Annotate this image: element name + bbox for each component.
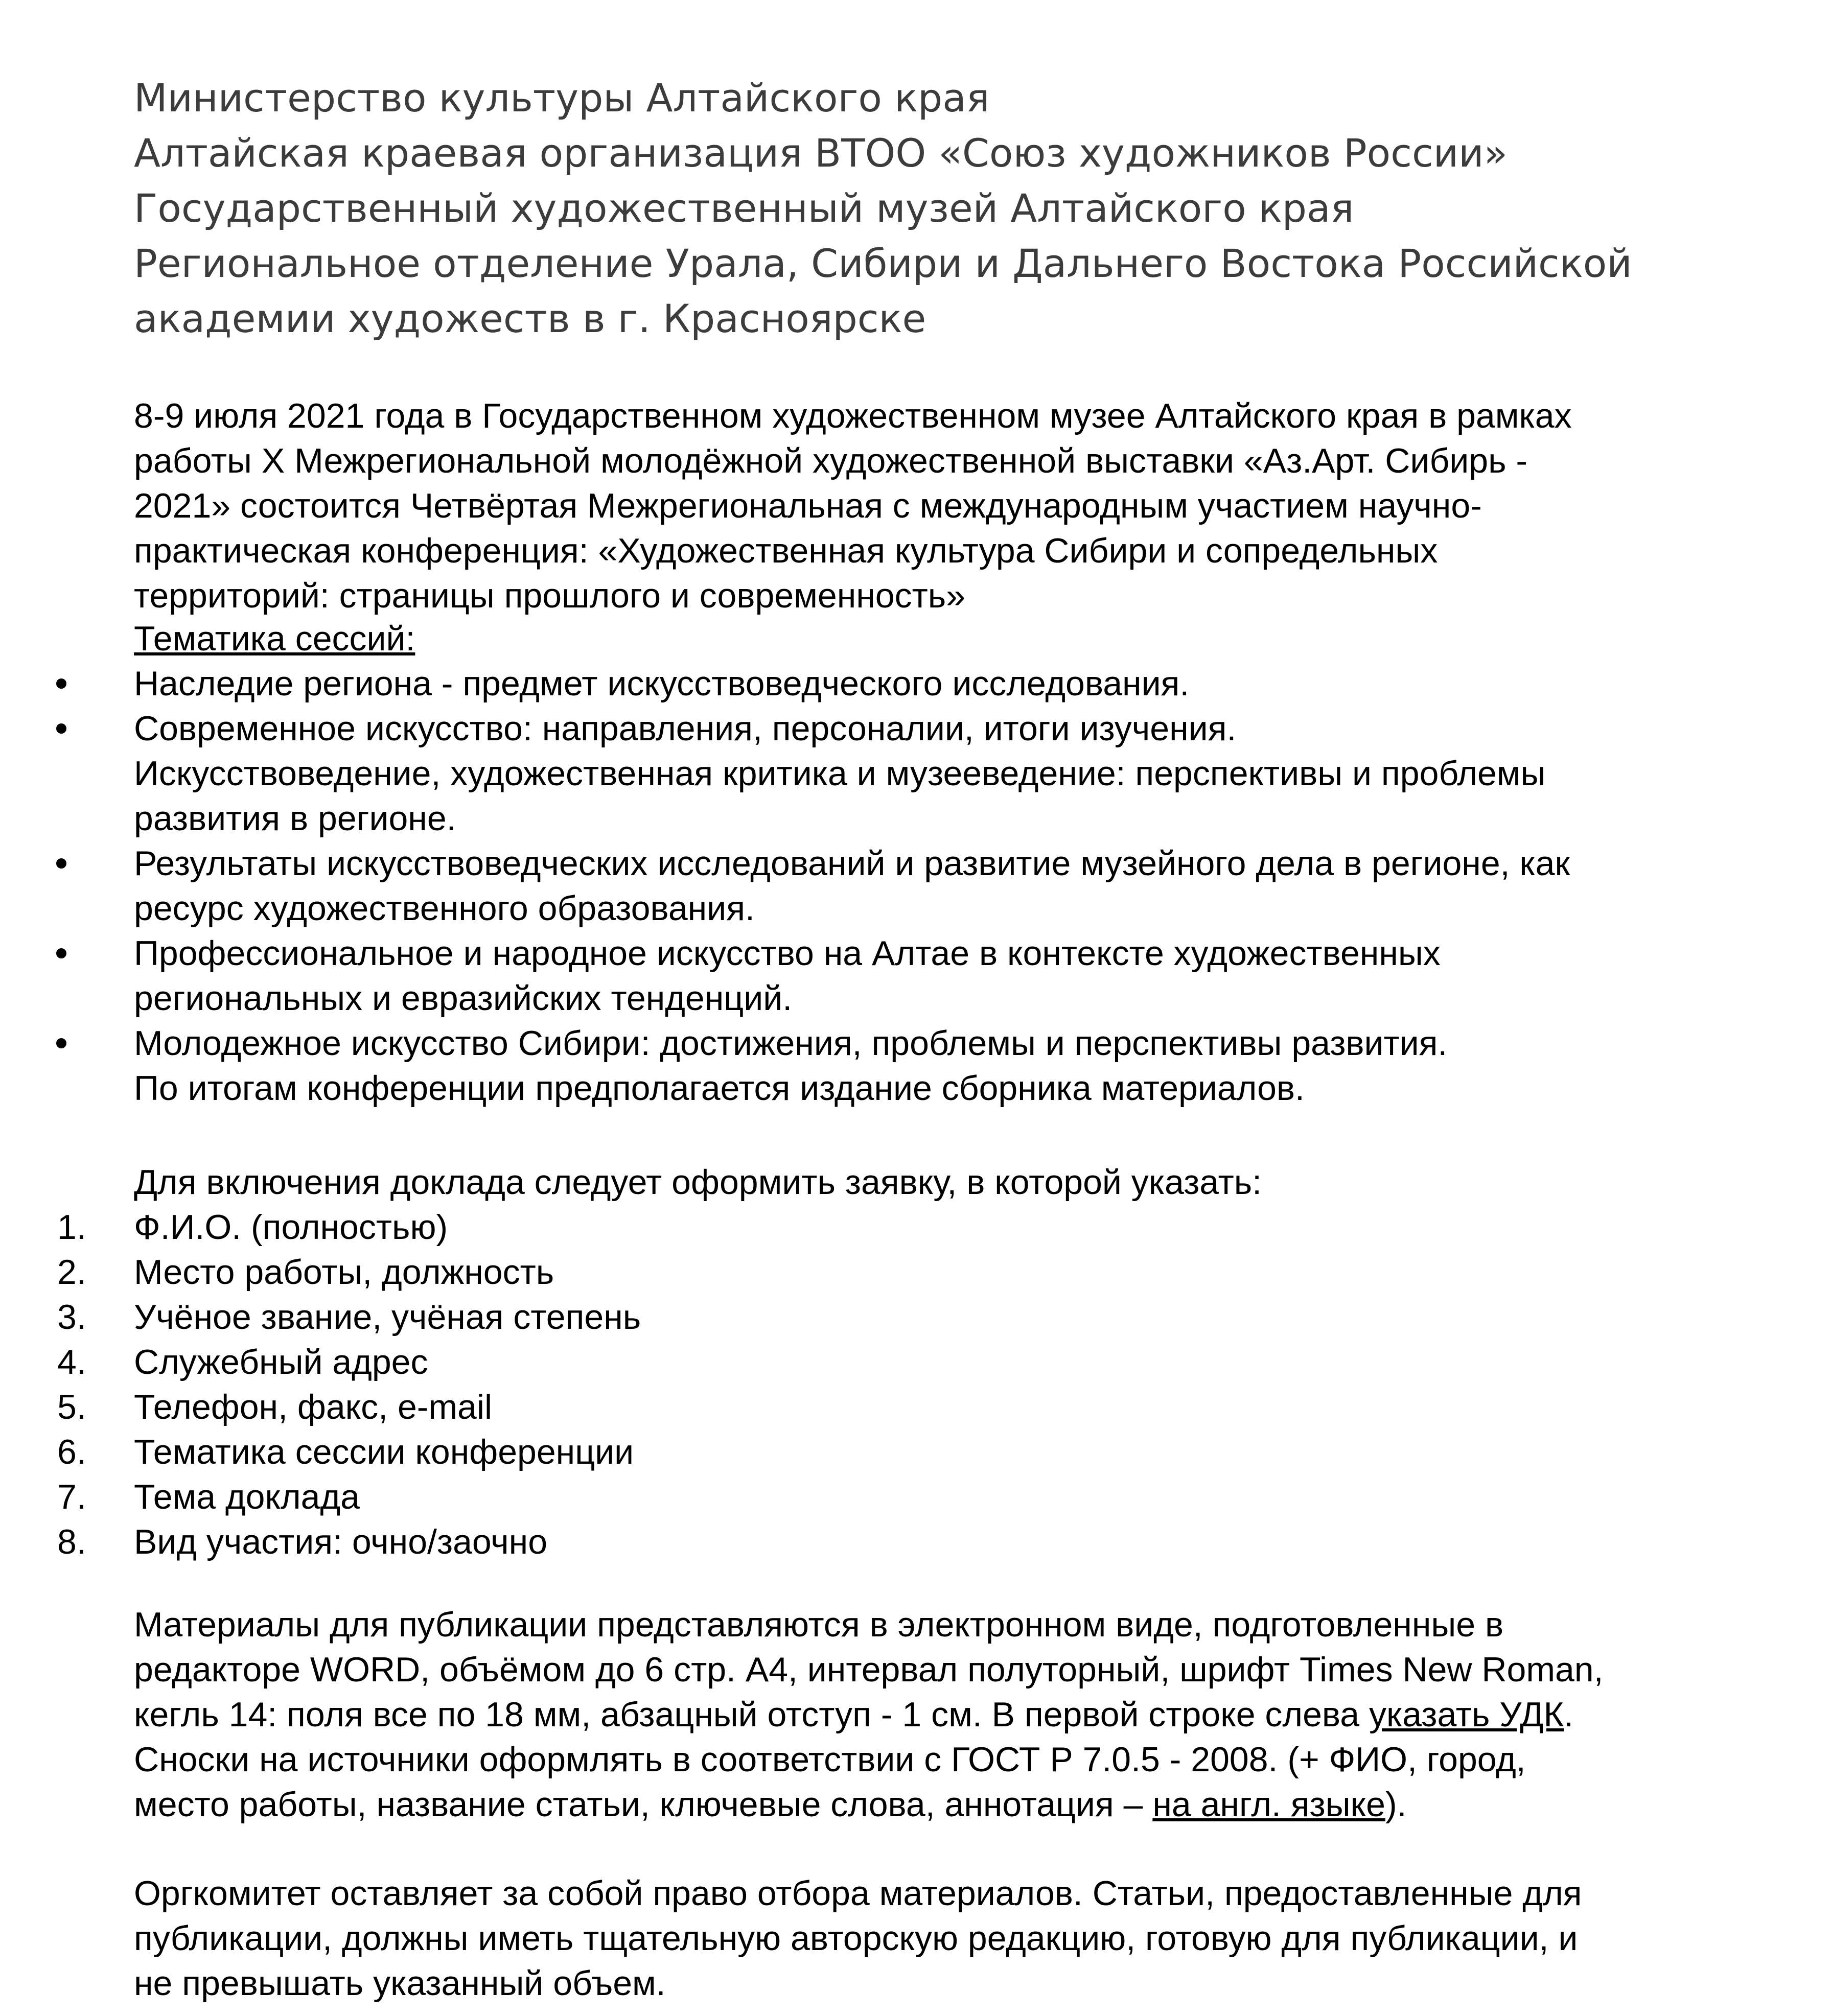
item-text: Телефон, факс, e-mail bbox=[134, 1388, 493, 1426]
text-line: По итогам конференции предполагается издание сборника материалов. bbox=[134, 1069, 1305, 1108]
item-text: Тема доклада bbox=[134, 1478, 360, 1516]
organizer-line: Государственный художественный музей Алтайского края bbox=[134, 185, 1354, 231]
udc-underlined-text: указать УДК bbox=[1369, 1695, 1564, 1734]
bullet-icon bbox=[56, 678, 66, 689]
item-number: 4. bbox=[57, 1343, 86, 1381]
organizer-line: Министерство культуры Алтайского края bbox=[134, 75, 990, 121]
english-underlined-text: на англ. языке bbox=[1152, 1785, 1385, 1824]
sessions-list bbox=[0, 661, 1789, 1111]
text-line: не превышать указанный объем. bbox=[134, 1964, 666, 2003]
text-line: Наследие региона - предмет искусствоведческого исследования. bbox=[134, 664, 1190, 703]
application-list bbox=[0, 1205, 1789, 1564]
list-item bbox=[0, 1021, 1784, 1111]
organizer-line: Региональное отделение Урала, Сибири и Дальнего Востока Российской bbox=[134, 241, 1632, 286]
item-number: 6. bbox=[57, 1433, 86, 1471]
text-line: работы X Межрегиональной молодёжной художественной выставки «Аз.Арт. Сибирь - bbox=[134, 441, 1528, 480]
bullet-icon bbox=[56, 723, 66, 734]
list-item bbox=[0, 841, 1784, 931]
text-line: Молодежное искусство Сибири: достижения, проблемы и перспективы развития. bbox=[134, 1024, 1448, 1063]
item-text: Вид участия: очно/заочно bbox=[134, 1522, 548, 1561]
text-line: Сноски на источники оформлять в соответствии с ГОСТ Р 7.0.5 - 2008. (+ ФИО, город, bbox=[134, 1740, 1526, 1779]
intro-paragraph bbox=[134, 393, 1784, 618]
item-number: 5. bbox=[57, 1388, 86, 1426]
list-item bbox=[0, 1205, 1789, 1250]
item-text: Учёное звание, учёная степень bbox=[134, 1298, 641, 1337]
item-number: 2. bbox=[57, 1253, 86, 1292]
text-line: Оргкомитет оставляет за собой право отбора материалов. Статьи, предоставленные для bbox=[134, 1874, 1582, 1913]
item-number: 3. bbox=[57, 1298, 86, 1337]
text-line: Современное искусство: направления, персоналии, итоги изучения. bbox=[134, 709, 1237, 748]
item-text: Ф.И.О. (полностью) bbox=[134, 1208, 448, 1247]
list-item bbox=[0, 1385, 1789, 1429]
organizer-line: Алтайская краевая организация ВТОО «Союз художников России» bbox=[134, 130, 1508, 176]
item-text: Тематика сессии конференции bbox=[134, 1433, 634, 1471]
text-line: Материалы для публикации представляются в электронном виде, подготовленные в bbox=[134, 1605, 1504, 1644]
list-item bbox=[0, 706, 1784, 841]
text-fragment: ). bbox=[1385, 1785, 1407, 1824]
text-line bbox=[134, 1692, 1784, 1737]
text-line: региональных и евразийских тенденций. bbox=[134, 979, 793, 1018]
item-text: Место работы, должность bbox=[134, 1253, 554, 1292]
organizer-line: академии художеств в г. Красноярске bbox=[134, 296, 926, 341]
bullet-icon bbox=[56, 948, 66, 958]
text-fragment: кегль 14: поля все по 18 мм, абзацный отступ - 1 см. В первой строке слева bbox=[134, 1695, 1369, 1734]
text-line: 8-9 июля 2021 года в Государственном художественном музее Алтайского края в рамках bbox=[134, 396, 1572, 435]
list-item bbox=[0, 1250, 1789, 1295]
item-number: 1. bbox=[57, 1208, 86, 1247]
item-number: 8. bbox=[57, 1522, 86, 1561]
list-item bbox=[0, 931, 1784, 1021]
item-text: Служебный адрес bbox=[134, 1343, 428, 1381]
text-line: ресурс художественного образования. bbox=[134, 889, 755, 928]
text-fragment: . bbox=[1564, 1695, 1573, 1734]
list-item bbox=[0, 1295, 1789, 1340]
bullet-icon bbox=[56, 858, 66, 869]
text-line: 2021» состоится Четвёртая Межрегиональная с международным участием научно- bbox=[134, 486, 1482, 525]
text-line: практическая конференция: «Художественная культура Сибири и сопредельных bbox=[134, 531, 1438, 570]
sessions-heading: Тематика сессий: bbox=[134, 619, 415, 658]
text-line bbox=[134, 1782, 1784, 1827]
text-line: территорий: страницы прошлого и современность» bbox=[134, 576, 966, 615]
text-line: Результаты искусствоведческих исследований и развитие музейного дела в регионе, как bbox=[134, 844, 1570, 883]
text-line: редакторе WORD, объёмом до 6 стр. А4, интервал полуторный, шрифт Times New Roman, bbox=[134, 1650, 1604, 1689]
application-intro: Для включения доклада следует оформить заявку, в которой указать: bbox=[134, 1163, 1262, 1202]
text-line: Профессиональное и народное искусство на Алтае в контексте художественных bbox=[134, 934, 1441, 973]
orgcommittee-paragraph bbox=[134, 1871, 1784, 2006]
item-number: 7. bbox=[57, 1478, 86, 1516]
list-item bbox=[0, 661, 1784, 706]
materials-paragraph bbox=[134, 1602, 1784, 1827]
bullet-icon bbox=[56, 1038, 66, 1048]
list-item bbox=[0, 1340, 1789, 1385]
text-fragment: место работы, название статьи, ключевые слова, аннотация – bbox=[134, 1785, 1153, 1824]
text-line: развития в регионе. bbox=[134, 799, 456, 838]
list-item bbox=[0, 1429, 1789, 1474]
list-item bbox=[0, 1474, 1789, 1519]
text-line: Искусствоведение, художественная критика и музееведение: перспективы и проблемы bbox=[134, 754, 1546, 793]
organizers-header bbox=[134, 71, 1769, 346]
text-line: публикации, должны иметь тщательную авторскую редакцию, готовую для публикации, и bbox=[134, 1919, 1578, 1958]
list-item bbox=[0, 1519, 1789, 1564]
